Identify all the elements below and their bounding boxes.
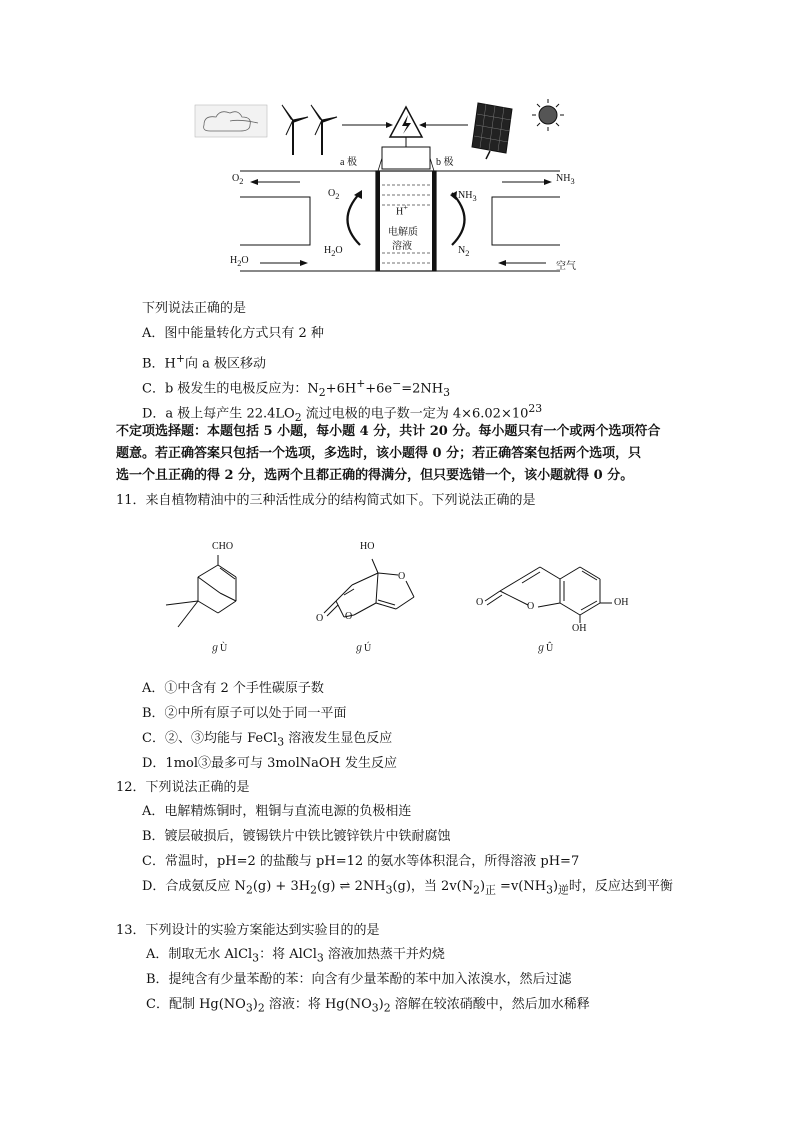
electrolyte-label-2: 溶液 (392, 241, 412, 252)
h2o-input-label: $H_2O$ (230, 255, 249, 268)
ho-group-label: HO (360, 541, 375, 552)
q11-stem: 11．来自植物精油中的三种活性成分的结构简式如下。下列说法正确的是 (116, 493, 536, 508)
section-instructions-line-3: 选一个且正确的得 2 分，选两个且都正确的得满分，但只要选错一个，该小题就得 0 分。 (116, 468, 634, 483)
structures-drawing (140, 535, 660, 655)
high-voltage-icon (390, 107, 422, 137)
structure-caption-2: ℊÚ (354, 643, 372, 654)
a-electrode-label: a 极 (340, 157, 357, 168)
electrolyte-label-1: 电解质 (388, 227, 418, 238)
oh-group-label-2: OH (572, 623, 587, 634)
q12-stem: 12．下列说法正确的是 (116, 780, 250, 795)
electrolysis-diagram (190, 95, 590, 285)
structure-3 (485, 567, 612, 623)
cho-group-label: CHO (212, 541, 234, 552)
q11-option-b: B．②中所有原子可以处于同一平面 (142, 706, 347, 721)
q13-option-c: C．配制 $Hg(NO_3)_2$ 溶液：将 $Hg(NO_3)_2$ 溶解在较浓硝酸中，然后加水稀释 (146, 997, 590, 1015)
q10-option-c: C．b 极发生的电极反应为：$N_2+6H^++6e^-=2NH_3$ (142, 377, 450, 399)
q10-option-b: B．H+向 a 极区移动 (142, 352, 266, 372)
coumarin-carbonyl-oxygen-label: O (476, 597, 484, 608)
structure-2 (324, 559, 414, 617)
q11-option-a: A．①中含有 2 个手性碳原子数 (142, 681, 324, 696)
o2-output-label: $O_2$ (232, 173, 244, 186)
nh3-output-label: $NH_3$ (556, 173, 575, 186)
ring-oxygen-label: O (398, 571, 406, 582)
structure-1 (166, 555, 236, 627)
oh-group-label-1: OH (614, 597, 629, 608)
structure-caption-3: ℊÛ (536, 643, 554, 654)
q12-option-b: B．镀层破损后，镀锡铁片中铁比镀锌铁片中铁耐腐蚀 (142, 829, 451, 844)
wind-cloud-icon (195, 105, 267, 137)
q10-option-d: D．a 极上每产生 $22.4LO_2$ 流过电极的电子数一定为 $4\times 6.02\times 10^{23}$ (142, 402, 543, 424)
q12-option-a: A．电解精炼铜时，粗铜与直流电源的负极相连 (142, 804, 412, 819)
coumarin-ring-oxygen-label: O (527, 601, 535, 612)
section-instructions-line-2: 题意。若正确答案只包括一个选项，多选时，该小题得 0 分；若正确答案包括两个选项，只 (116, 446, 642, 461)
air-input-label: 空气 (556, 261, 576, 272)
h-plus-label: H+ (396, 203, 408, 218)
q12-option-d: D．合成氨反应 $N_2(g) + 3H_2(g)$ ⇌ $2NH_3(g)$，当 $2v(N_2)_正 =v(NH_3)_逆$时，反应达到平衡 (142, 879, 673, 897)
sun-icon (532, 99, 564, 131)
structure-caption-1: ℊÙ (210, 643, 228, 654)
q13-option-a: A．制取无水 AlCl$_3$：将 AlCl$_3$ 溶液加热蒸干并灼烧 (146, 947, 445, 965)
q11-option-d: D．1mol③最多可与 3molNaOH 发生反应 (142, 756, 397, 771)
q13-stem: 13．下列设计的实验方案能达到实验目的的是 (116, 923, 380, 938)
wind-turbine-icon (282, 105, 337, 155)
q12-option-c: C．常温时，pH=2 的盐酸与 pH=12 的氨水等体积混合，所得溶液 pH=7 (142, 854, 580, 869)
n2-inner-label: $N_2$ (458, 245, 470, 258)
nh3-inner-label: $NH_3$ (458, 190, 477, 203)
h2o-inner-label: $H_2O$ (324, 245, 343, 258)
section-instructions-line-1: 不定项选择题：本题包括 5 小题，每小题 4 分，共计 20 分。每小题只有一个或两个选项符合 (116, 424, 661, 439)
solar-panel-icon (472, 103, 512, 159)
furan-oxygen-label: O (345, 611, 353, 622)
o2-inner-label: $O_2$ (328, 188, 340, 201)
carbonyl-oxygen-label: O (316, 613, 324, 624)
q10-option-a: A．图中能量转化方式只有 2 种 (142, 326, 324, 341)
q11-structures (140, 535, 660, 655)
q11-option-c: C．②、③均能与 FeCl$_3$ 溶液发生显色反应 (142, 731, 393, 749)
q13-option-b: B．提纯含有少量苯酚的苯：向含有少量苯酚的苯中加入浓溴水，然后过滤 (146, 972, 572, 987)
b-electrode-label: b 极 (436, 157, 454, 168)
q10-stem: 下列说法正确的是 (142, 301, 247, 316)
diagram-drawing (190, 95, 590, 285)
